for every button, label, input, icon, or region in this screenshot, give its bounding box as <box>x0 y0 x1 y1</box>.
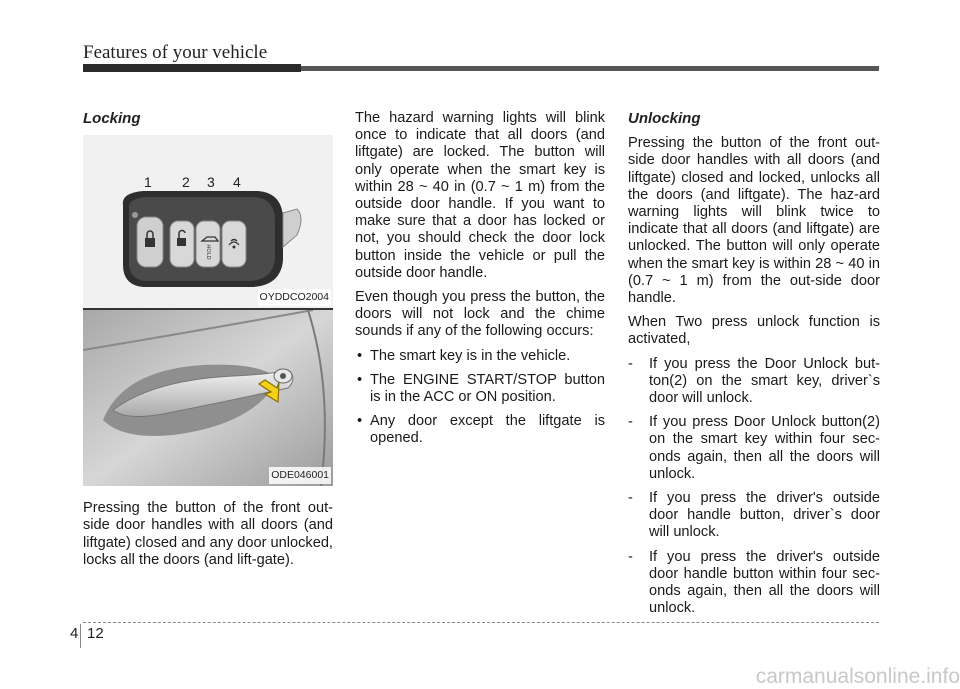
smart-key-illustration <box>83 135 333 308</box>
bullet-item: • The ENGINE START/STOP button is in the ACC or ON position. <box>355 372 605 406</box>
column-left <box>83 110 333 576</box>
figure-code-2: ODE046001 <box>269 467 331 484</box>
door-handle-illustration <box>83 310 333 486</box>
bullet-item: • Any door except the liftgate is opened. <box>355 413 605 447</box>
hazard-paragraph: The hazard warning lights will blink once to indicate that all doors (and liftgate) are locked. The button will only operate when the smart key is within 28 ~ 40 in (0.7 ~ 1 m) from the outside door handle. If you want to make sure that a door has locked or not, you should check the door lock button inside the vehicle or pull the outside door handle. <box>355 110 605 281</box>
callout-1: 1 <box>144 174 152 191</box>
chapter-number: 4 <box>70 625 79 642</box>
hold-label: HOLD <box>205 244 211 260</box>
smart-key-figure <box>83 135 333 308</box>
unlocking-heading: Unlocking <box>628 110 701 127</box>
two-press-paragraph: When Two press unlock function is activated, <box>628 314 880 348</box>
locking-heading: Locking <box>83 110 141 127</box>
watermark: carmanualsonline.info <box>755 665 960 688</box>
callout-2: 2 <box>182 174 190 191</box>
locking-paragraph: Pressing the button of the front out-side door handles with all doors (and liftgate) closed and any door unlocked, locks all the doors (and lift-gate). <box>83 500 333 568</box>
door-handle-figure <box>83 310 333 486</box>
page-number: 12 <box>87 625 104 642</box>
figure-code-1: OYDDCO2004 <box>258 289 331 306</box>
column-middle <box>355 110 605 455</box>
page-header-title: Features of your vehicle <box>83 42 268 63</box>
dash-item: - If you press Door Unlock button(2) on the smart key within four sec-onds again, then all the doors will unlock. <box>628 414 880 482</box>
callout-3: 3 <box>207 174 215 191</box>
dash-item: - If you press the driver's outside door handle button within four sec-onds again, then all the doors will unlock. <box>628 548 880 617</box>
column-right <box>628 110 880 624</box>
callout-4: 4 <box>233 174 241 191</box>
footer-separator <box>80 624 81 648</box>
footer-rule <box>83 622 879 623</box>
bullet-item: • The smart key is in the vehicle. <box>355 348 605 365</box>
dash-item: - If you press the Door Unlock but-ton(2) on the smart key, driver`s door will unlock. <box>628 355 880 407</box>
unlocking-paragraph: Pressing the button of the front out-side door handles with all doors (and liftgate) closed and locked, unlocks all the doors (and liftgate). The haz-ard warning lights will blink twice to indicate that all doors (and liftgate) are unlocked. The button will only operate when the smart key is within 28 ~ 40 in (0.7 ~ 1 m) from the out-side door handle. <box>628 135 880 307</box>
dash-item: - If you press the driver's outside door handle button, driver`s door will unlock. <box>628 490 880 541</box>
not-lock-paragraph: Even though you press the button, the doors will not lock and the chime sounds if any of the following occurs: <box>355 289 605 340</box>
header-rule-accent <box>83 64 301 72</box>
